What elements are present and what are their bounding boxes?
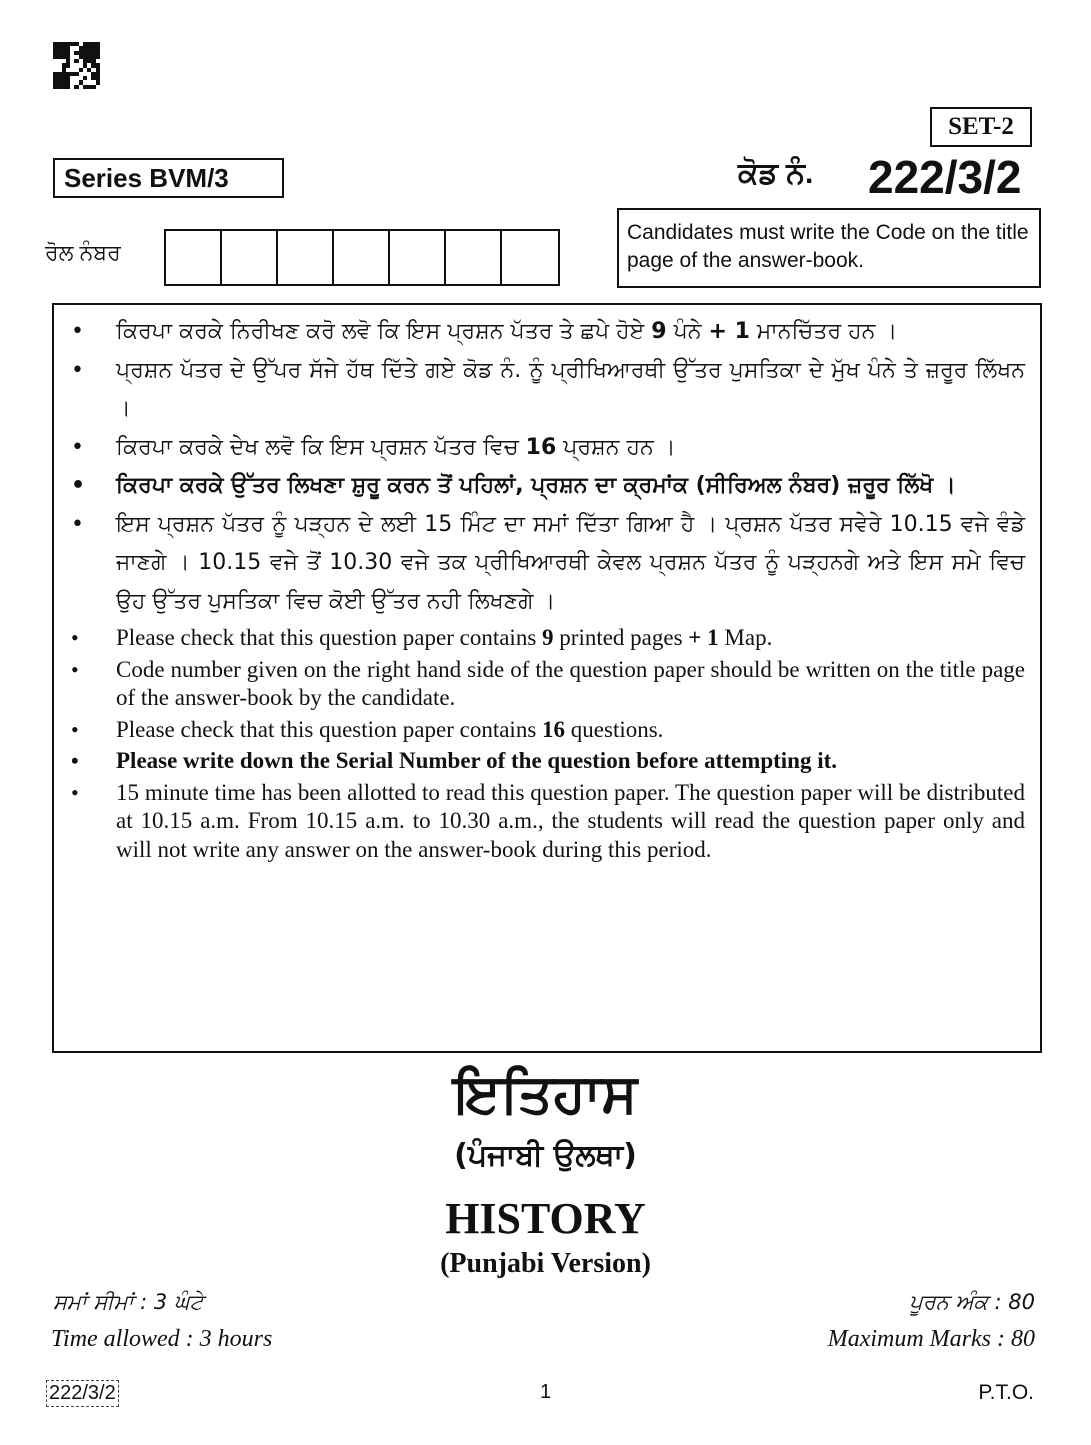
instruction-en-4: • Please write down the Serial Number of the question before attempting it. [68,747,1025,776]
instruction-en-5: • 15 minute time has been allotted to read this question paper. The question paper will be distributed at 10.15 a.m. From 10.15 a.m. to 10.30 a.m., the students will read the question paper only and will not write any answer on the answer-book during this period. [68,779,1025,865]
roll-digit-box[interactable] [446,231,502,284]
code-value: 222/3/2 [868,151,1022,203]
footer-code: 222/3/2 [46,1380,119,1407]
instruction-pa-5: • ਇਸ ਪ੍ਰਸ਼ਨ ਪੱਤਰ ਨੂੰ ਪੜ੍ਹਨ ਦੇ ਲਈ 15 ਮਿੰਟ ਦਾ ਸਮਾਂ ਦਿੱਤਾ ਗਿਆ ਹੈ । ਪ੍ਰਸ਼ਨ ਪੱਤਰ ਸਵੇਰੇ 10.15 ਵਜੇ ਵੰਡੇ ਜਾਣਗੇ । 10.15 ਵਜੇ ਤੋਂ 10.30 ਵਜੇ ਤਕ ਪ੍ਰੀਖਿਆਰਥੀ ਕੇਵਲ ਪ੍ਰਸ਼ਨ ਪੱਤਰ ਨੂੰ ਪੜ੍ਹਨਗੇ ਅਤੇ ਇਸ ਸਮੇ ਵਿਚ ਉਹ ਉੱਤਰ ਪੁਸਤਿਕਾ ਵਿਚ ਕੋਈ ਉੱਤਰ ਨਹੀ ਲਿਖਣਗੇ । [68,506,1025,622]
roll-digit-box[interactable] [166,231,222,284]
subject-title-en: HISTORY [445,1194,646,1243]
roll-number-boxes[interactable] [164,229,560,286]
roll-digit-box[interactable] [222,231,278,284]
instruction-pa-1: • ਕਿਰਪਾ ਕਰਕੇ ਨਿਰੀਖਣ ਕਰੋ ਲਵੋ ਕਿ ਇਸ ਪ੍ਰਸ਼ਨ ਪੱਤਰ ਤੇ ਛਪੇ ਹੋਏ 9 ਪੰਨੇ + 1 ਮਾਨਚਿੱਤਰ ਹਨ । [68,313,1025,352]
roll-digit-box[interactable] [390,231,446,284]
roll-digit-box[interactable] [278,231,334,284]
set-badge: SET-2 [930,107,1032,147]
instruction-en-2: • Code number given on the right hand side of the question paper should be written on the title page of the answer-book by the candidate. [68,656,1025,713]
version-pa: (ਪੰਜਾਬੀ ਉਲਥਾ) [454,1138,637,1173]
instruction-pa-3: • ਕਿਰਪਾ ਕਰਕੇ ਦੇਖ ਲਵੋ ਕਿ ਇਸ ਪ੍ਰਸ਼ਨ ਪੱਤਰ ਵਿਚ 16 ਪ੍ਰਸ਼ਨ ਹਨ । [68,429,1025,468]
roll-digit-box[interactable] [502,231,558,284]
max-marks-pa: ਪੂਰਨ ਅੰਕ : 80 [909,1290,1035,1314]
instructions-box [52,303,1042,1053]
instruction-pa-2: • ਪ੍ਰਸ਼ਨ ਪੱਤਰ ਦੇ ਉੱਪਰ ਸੱਜੇ ਹੱਥ ਦਿੱਤੇ ਗਏ ਕੋਡ ਨੰ. ਨੂੰ ਪ੍ਰੀਖਿਆਰਥੀ ਉੱਤਰ ਪੁਸਤਿਕਾ ਦੇ ਮੁੱਖ ਪੰਨੇ ਤੇ ਜ਼ਰੂਰ ਲਿੱਖਨ । [68,352,1025,429]
instruction-en-3: • Please check that this question paper contains 16 questions. [68,716,1025,745]
instruction-pa-4: • ਕਿਰਪਾ ਕਰਕੇ ਉੱਤਰ ਲਿਖਣਾ ਸ਼ੁਰੂ ਕਰਨ ਤੋਂ ਪਹਿਲਾਂ, ਪ੍ਰਸ਼ਨ ਦਾ ਕ੍ਰਮਾਂਕ (ਸੀਰਿਅਲ ਨੰਬਰ) ਜ਼ਰੂਰ ਲਿੱਖੋ । [68,467,1025,506]
page-number: 1 [539,1381,552,1403]
series-label: Series BVM/3 [53,158,284,198]
time-allowed-en: Time allowed : 3 hours [51,1326,273,1352]
subject-title-pa: ਇਤਿਹਾਸ [453,1062,638,1125]
code-label: ਕੋਡ ਨੰ. [738,157,814,190]
version-en: (Punjabi Version) [440,1248,651,1279]
qr-code [53,42,100,89]
instruction-en-1: • Please check that this question paper contains 9 printed pages + 1 Map. [68,624,1025,653]
candidate-note: Candidates must write the Code on the title page of the answer-book. [617,208,1041,288]
pto-label: P.T.O. [978,1381,1034,1404]
roll-digit-box[interactable] [334,231,390,284]
max-marks-en: Maximum Marks : 80 [827,1326,1035,1352]
roll-number-label: ਰੋਲ ਨੰਬਰ [45,240,121,265]
time-allowed-pa: ਸਮਾਂ ਸੀਮਾਂ : 3 ਘੰਟੇ [53,1290,204,1314]
